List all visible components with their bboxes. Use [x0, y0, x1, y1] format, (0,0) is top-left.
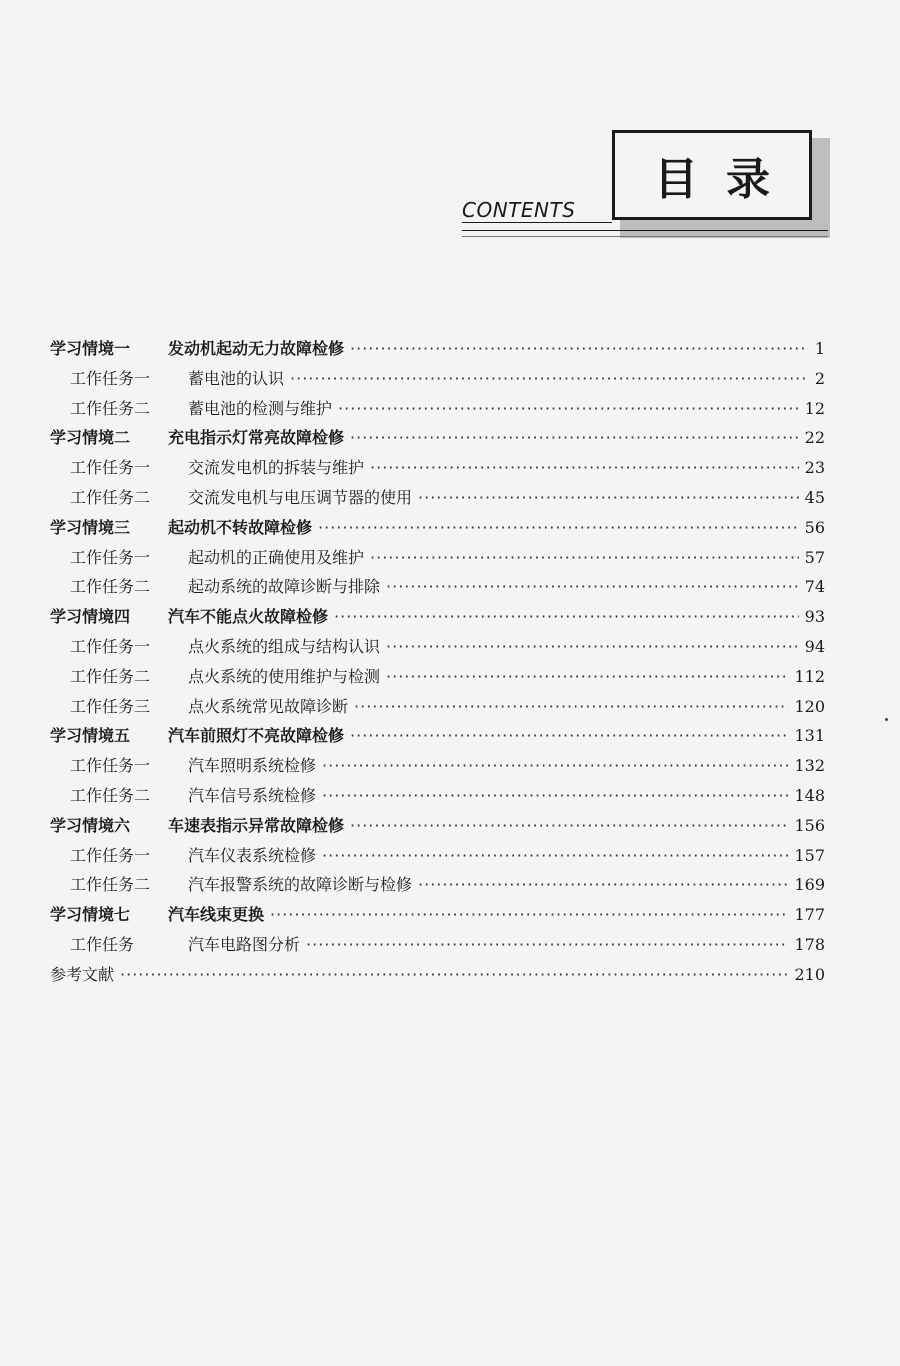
toc-page-number: 177 — [794, 905, 825, 925]
toc-leader-dots — [354, 692, 788, 722]
toc-entry-title: 蓄电池的检测与维护 — [188, 398, 333, 418]
toc-entry-label: 工作任务一 — [70, 458, 151, 478]
toc-entry-label: 工作任务二 — [70, 487, 151, 507]
toc-entry-label: 工作任务三 — [70, 696, 151, 716]
toc-page-number: 12 — [804, 398, 825, 418]
toc-page-number: 93 — [804, 607, 825, 627]
toc-entry-title: 汽车信号系统检修 — [188, 785, 317, 805]
header-rule-shadow — [462, 236, 828, 237]
toc-leader-dots — [120, 960, 788, 990]
toc-leader-dots — [370, 453, 799, 483]
toc-page-number: 169 — [794, 875, 825, 895]
toc-chapter-entry[interactable] — [50, 513, 825, 543]
toc-leader-dots — [290, 364, 805, 394]
toc-leader-dots — [338, 394, 799, 424]
toc-entry-label: 学习情境一 — [50, 339, 131, 358]
toc-page-number: 1 — [814, 339, 825, 358]
toc-task-entry[interactable] — [50, 662, 825, 692]
toc-leader-dots — [350, 334, 805, 364]
toc-entry-label: 工作任务二 — [70, 875, 151, 895]
toc-entry-title: 汽车前照灯不亮故障检修 — [168, 726, 345, 746]
toc-leader-dots — [350, 811, 788, 841]
toc-entry-label: 参考文献 — [50, 964, 115, 984]
toc-leader-dots — [306, 930, 788, 960]
toc-entry-label: 学习情境二 — [50, 428, 131, 448]
toc-reference-entry[interactable] — [50, 960, 825, 990]
toc-leader-dots — [350, 423, 799, 453]
toc-leader-dots — [318, 513, 799, 543]
toc-page-number: 120 — [794, 696, 825, 716]
toc-entry-label: 工作任务二 — [70, 666, 151, 686]
toc-entry-title: 汽车电路图分析 — [188, 934, 301, 954]
toc-page-number: 2 — [814, 368, 825, 388]
toc-task-entry[interactable] — [50, 870, 825, 900]
toc-page-number: 45 — [804, 487, 825, 507]
toc-task-entry[interactable] — [50, 364, 825, 394]
toc-page-number: 23 — [804, 458, 825, 478]
toc-leader-dots — [350, 721, 788, 751]
toc-task-entry[interactable] — [50, 572, 825, 602]
toc-entry-label: 工作任务一 — [70, 368, 151, 388]
toc-page-number: 94 — [804, 636, 825, 656]
toc-entry-title: 汽车线束更换 — [168, 905, 265, 925]
page-title: 目录 — [612, 130, 812, 220]
contents-subtitle: CONTENTS — [462, 198, 576, 222]
toc-leader-dots — [322, 751, 788, 781]
toc-entry-title: 点火系统的组成与结构认识 — [188, 636, 381, 656]
toc-task-entry[interactable] — [50, 543, 825, 573]
toc-chapter-entry[interactable] — [50, 811, 825, 841]
toc-leader-dots — [386, 662, 788, 692]
toc-entry-label: 学习情境六 — [50, 815, 131, 835]
toc-entry-label: 工作任务一 — [70, 756, 151, 776]
toc-entry-label: 工作任务一 — [70, 636, 151, 656]
toc-entry-label: 学习情境四 — [50, 607, 131, 627]
toc-entry-label: 学习情境三 — [50, 517, 131, 537]
toc-leader-dots — [418, 870, 788, 900]
toc-chapter-entry[interactable] — [50, 423, 825, 453]
toc-entry-label: 工作任务二 — [70, 577, 151, 597]
toc-entry-title: 汽车仪表系统检修 — [188, 845, 317, 865]
toc-task-entry[interactable] — [50, 930, 825, 960]
toc-task-entry[interactable] — [50, 453, 825, 483]
scan-speck — [885, 718, 888, 721]
toc-page-number: 57 — [804, 547, 825, 567]
header-rule-short — [462, 222, 612, 223]
toc-chapter-entry[interactable] — [50, 334, 825, 364]
toc-entry-label: 工作任务 — [70, 934, 135, 954]
toc-entry-label: 工作任务二 — [70, 785, 151, 805]
toc-entry-title: 蓄电池的认识 — [188, 368, 285, 388]
toc-entry-title: 发动机起动无力故障检修 — [168, 339, 345, 358]
toc-leader-dots — [370, 543, 799, 573]
toc-task-entry[interactable] — [50, 841, 825, 871]
toc-task-entry[interactable] — [50, 751, 825, 781]
toc-entry-label: 工作任务一 — [70, 845, 151, 865]
toc-entry-title: 点火系统常见故障诊断 — [188, 696, 349, 716]
toc-page-number: 74 — [804, 577, 825, 597]
toc-entry-title: 交流发电机的拆装与维护 — [188, 458, 365, 478]
toc-entry-label: 工作任务二 — [70, 398, 151, 418]
toc-leader-dots — [322, 781, 788, 811]
toc-chapter-entry[interactable] — [50, 900, 825, 930]
toc-entry-title: 汽车报警系统的故障诊断与检修 — [188, 875, 413, 895]
toc-task-entry[interactable] — [50, 394, 825, 424]
toc-task-entry[interactable] — [50, 483, 825, 513]
toc-page-number: 148 — [794, 785, 825, 805]
toc-leader-dots — [270, 900, 788, 930]
toc-page-number: 112 — [794, 666, 825, 686]
toc-page-number: 178 — [794, 934, 825, 954]
toc-task-entry[interactable] — [50, 781, 825, 811]
toc-entry-title: 车速表指示异常故障检修 — [168, 815, 345, 835]
toc-entry-title: 起动机不转故障检修 — [168, 517, 313, 537]
toc-entry-title: 汽车照明系统检修 — [188, 756, 317, 776]
toc-chapter-entry[interactable] — [50, 602, 825, 632]
toc-page-number: 132 — [794, 756, 825, 776]
toc-page-number: 131 — [794, 726, 825, 746]
toc-entry-label: 学习情境五 — [50, 726, 131, 746]
toc-page-number: 157 — [794, 845, 825, 865]
toc-chapter-entry[interactable] — [50, 721, 825, 751]
toc-page-number: 56 — [804, 517, 825, 537]
toc-leader-dots — [334, 602, 799, 632]
toc-leader-dots — [386, 632, 799, 662]
toc-entry-title: 交流发电机与电压调节器的使用 — [188, 487, 413, 507]
toc-leader-dots — [322, 841, 788, 871]
toc-entry-title: 起动机的正确使用及维护 — [188, 547, 365, 567]
toc-entry-label: 工作任务一 — [70, 547, 151, 567]
toc-leader-dots — [418, 483, 799, 513]
toc-entry-label: 学习情境七 — [50, 905, 131, 925]
toc-entry-title: 汽车不能点火故障检修 — [168, 607, 329, 627]
toc-entry-title: 点火系统的使用维护与检测 — [188, 666, 381, 686]
toc-entry-title: 起动系统的故障诊断与排除 — [188, 577, 381, 597]
toc-page-number: 22 — [804, 428, 825, 448]
toc-page-number: 210 — [794, 964, 825, 984]
toc-task-entry[interactable] — [50, 692, 825, 722]
toc-page-number: 156 — [794, 815, 825, 835]
toc-leader-dots — [386, 572, 799, 602]
header-rule-long — [462, 230, 828, 231]
toc-task-entry[interactable] — [50, 632, 825, 662]
toc-entry-title: 充电指示灯常亮故障检修 — [168, 428, 345, 448]
toc-list — [50, 334, 825, 990]
